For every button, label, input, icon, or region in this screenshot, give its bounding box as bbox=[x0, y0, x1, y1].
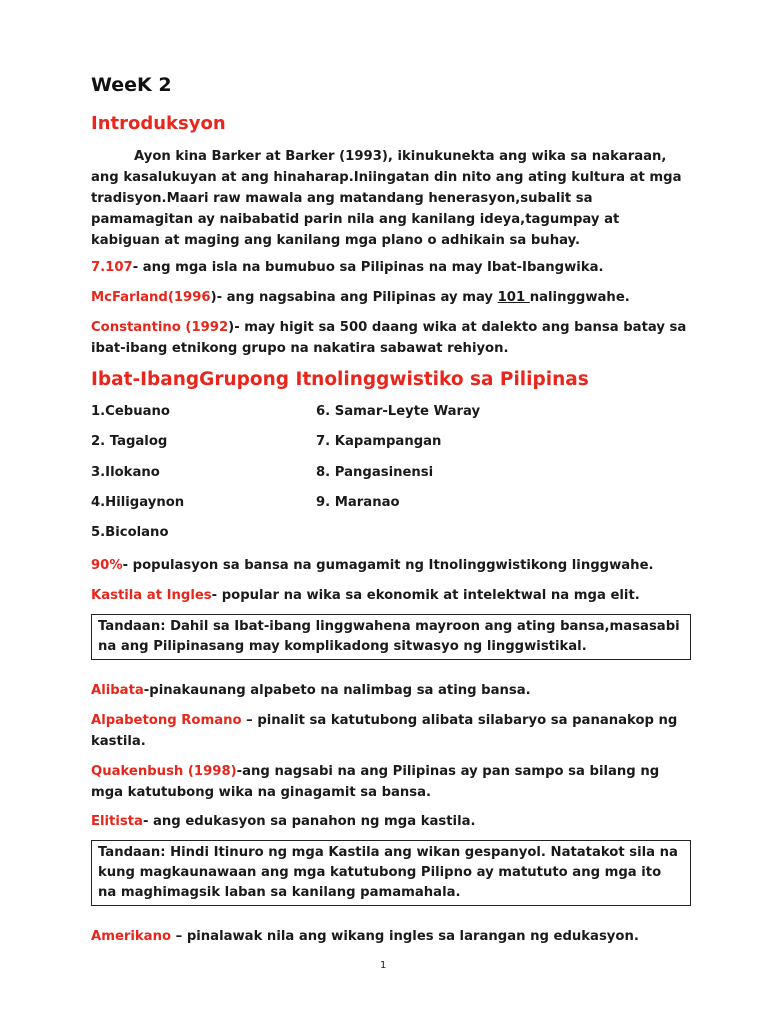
group-item: 8. Pangasinensi bbox=[316, 465, 434, 480]
fact-text: – pinalit sa katutubong alibata silabaryo sa pananakop ng kastila. bbox=[91, 713, 678, 749]
fact-term: Amerikano bbox=[91, 929, 172, 944]
fact-kastila-ingles bbox=[91, 585, 691, 606]
fact-percentage bbox=[91, 555, 691, 576]
fact-term: Alibata bbox=[91, 683, 144, 698]
fact-text: -pinakaunang alpabeto na nalimbag sa ating bansa. bbox=[143, 683, 531, 698]
note-box: Tandaan: Dahil sa Ibat-ibang linggwahena mayroon ang ating bansa,masasabi na ang Pilipinasang may komplikadong sitwasyo ng linggwistikal. bbox=[91, 614, 691, 660]
note-box: Tandaan: Hindi Itinuro ng mga Kastila ang wikan gespanyol. Natatakot sila na kung magkaunawaan ang mga katutubong Pilipno ay matututo ang mga ito na maghimagsik laban sa kanilang pamamahala. bbox=[91, 840, 691, 906]
group-item: 1.Cebuano bbox=[91, 404, 170, 419]
group-item: 9. Maranao bbox=[316, 495, 400, 510]
fact-text: nalinggwahe. bbox=[529, 290, 630, 305]
page-title: WeeK 2 bbox=[91, 74, 172, 96]
fact-alibata bbox=[91, 680, 691, 701]
fact-mcfarland bbox=[91, 287, 691, 308]
intro-paragraph: Ayon kina Barker at Barker (1993), ikinukunekta ang wika sa nakaraan, ang kasalukuyan at ang hinaharap.Iniingatan din nito ang ating kultura at mga tradisyon.Maari raw mawala ang matandang henerasyon,subalit sa pamamagitan ay naibabatid parin nila ang kanilang ideya,tagumpay at kabiguan at maging ang kanilang mga plano o adhikain sa buhay. bbox=[91, 149, 682, 248]
group-item: 6. Samar-Leyte Waray bbox=[316, 404, 481, 419]
fact-text: )- ang nagsabina ang Pilipinas ay may bbox=[210, 290, 498, 305]
group-item: 2. Tagalog bbox=[91, 434, 168, 449]
group-item: 7. Kapampangan bbox=[316, 434, 442, 449]
fact-text: -ang nagsabi na ang Pilipinas ay pan sampo sa bilang ng mga katutubong wika na ginagamit sa bansa. bbox=[91, 764, 660, 800]
group-item: 3.Ilokano bbox=[91, 465, 160, 480]
fact-text: – pinalawak nila ang wikang ingles sa larangan ng edukasyon. bbox=[171, 929, 639, 944]
fact-constantino bbox=[91, 317, 691, 359]
fact-text: )- may higit sa 500 daang wika at dalekto ang bansa batay sa ibat-ibang etnikong grupo na nakatira sabawat rehiyon. bbox=[91, 320, 687, 356]
fact-text: - popular na wika sa ekonomik at intelektwal na mga elit. bbox=[211, 588, 640, 603]
group-item: 5.Bicolano bbox=[91, 525, 169, 540]
fact-elitista bbox=[91, 811, 691, 832]
fact-term: Elitista bbox=[91, 814, 143, 829]
fact-term: Kastila at Ingles bbox=[91, 588, 212, 603]
groups-heading: Ibat-IbangGrupong Itnolinggwistiko sa Pilipinas bbox=[91, 369, 589, 390]
fact-text: - ang mga isla na bumubuo sa Pilipinas na may Ibat-Ibangwika. bbox=[132, 260, 604, 275]
fact-term: 90% bbox=[91, 558, 123, 573]
fact-term: McFarland(1996 bbox=[91, 290, 211, 305]
fact-islands bbox=[91, 257, 691, 278]
fact-term: Constantino (1992 bbox=[91, 320, 229, 335]
fact-term: 7.107 bbox=[91, 260, 133, 275]
fact-term: Quakenbush (1998) bbox=[91, 764, 237, 779]
fact-underlined: 101 bbox=[497, 290, 530, 305]
group-item: 4.Hiligaynon bbox=[91, 495, 185, 510]
intro-heading: Introduksyon bbox=[91, 113, 226, 134]
fact-term: Alpabetong Romano bbox=[91, 713, 242, 728]
fact-alpabetong-romano bbox=[91, 710, 691, 752]
fact-amerikano bbox=[91, 926, 691, 947]
page-number: 1 bbox=[380, 960, 387, 971]
fact-text: - populasyon sa bansa na gumagamit ng Itnolinggwistikong linggwahe. bbox=[122, 558, 654, 573]
fact-text: - ang edukasyon sa panahon ng mga kastila. bbox=[142, 814, 476, 829]
fact-quakenbush bbox=[91, 761, 691, 803]
